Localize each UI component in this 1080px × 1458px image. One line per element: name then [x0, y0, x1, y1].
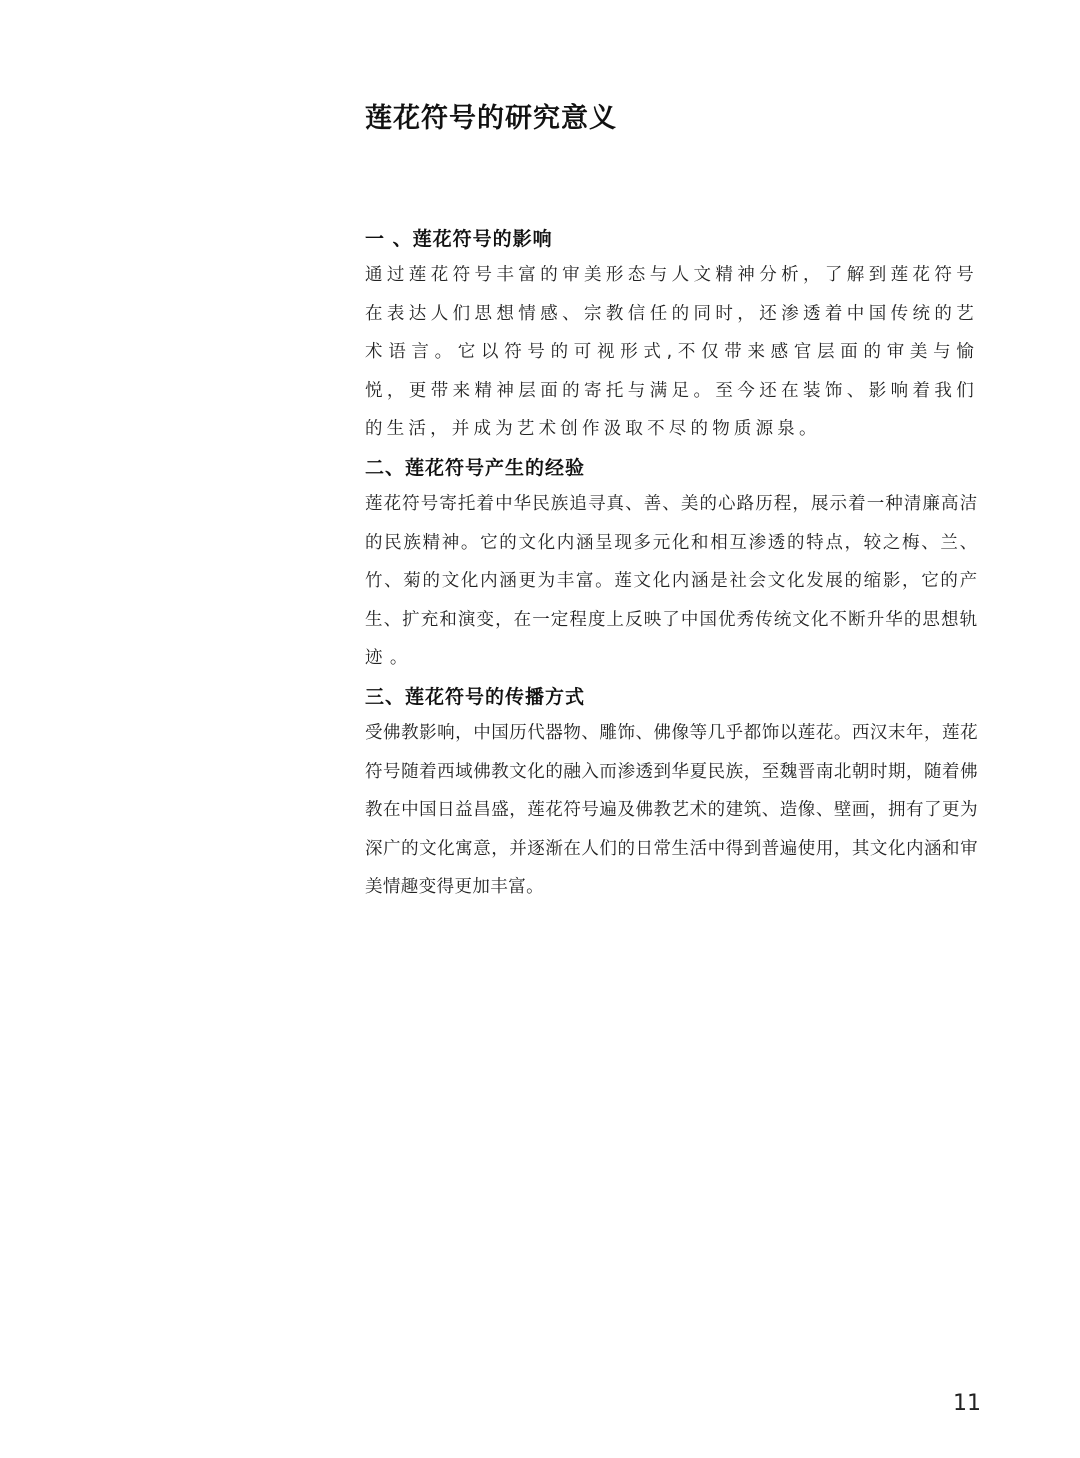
section-paragraph: 受佛教影响，中国历代器物、雕饰、佛像等几乎都饰以莲花。西汉末年，莲花符号随着西域佛教文化的融入而渗透到华夏民族，至魏晋南北朝时期，随着佛教在中国日益昌盛，莲花符号遍及佛教艺术的建筑、造像、壁画，拥有了更为深广的文化寓意，并逐渐在人们的日常生活中得到普遍使用，其文化内涵和审美情趣变得更加丰富。: [365, 722, 978, 898]
section-paragraph: 通过莲花符号丰富的审美形态与人文精神分析，了解到莲花符号在表达人们思想情感、宗教信任的同时，还渗透着中国传统的艺术语言。它以符号的可视形式,不仅带来感官层面的审美与愉悦，更带来精神层面的寄托与满足。至今还在装饰、影响着我们的生活，并成为艺术创作汲取不尽的物质源泉。: [365, 265, 978, 440]
section-transmission: [365, 680, 978, 907]
page-number: 11: [953, 1391, 981, 1416]
section-heading: 一 、莲花符号的影响: [365, 228, 553, 250]
section-experience: [365, 451, 978, 678]
section-heading: 三、莲花符号的传播方式: [365, 685, 586, 708]
document-body: [365, 222, 978, 909]
section-paragraph: 莲花符号寄托着中华民族追寻真、善、美的心路历程，展示着一种清廉高洁的民族精神。它的文化内涵呈现多元化和相互渗透的特点，较之梅、兰、竹、菊的文化内涵更为丰富。莲文化内涵是社会文化发展的缩影，它的产生、扩充和演变，在一定程度上反映了中国优秀传统文化不断升华的思想轨迹 。: [365, 493, 978, 669]
page-title: 莲花符号的研究意义: [365, 103, 617, 134]
section-influence: [365, 222, 978, 449]
section-heading: 二、莲花符号产生的经验: [365, 456, 586, 479]
